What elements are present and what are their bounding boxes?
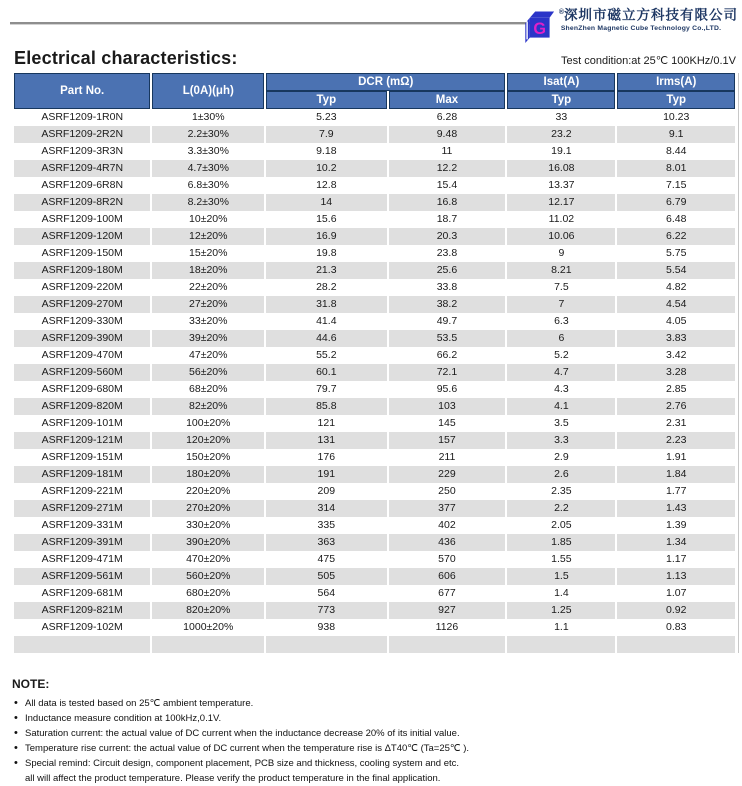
value-cell: 23.2 (507, 126, 615, 143)
value-cell: 0.83 (617, 619, 735, 636)
value-cell: 95.6 (389, 381, 506, 398)
note-item: • All data is tested based on 25℃ ambient temperature. (12, 696, 742, 711)
table-row (14, 109, 735, 126)
value-cell: 79.7 (266, 381, 386, 398)
page-title: Electrical characteristics: (14, 48, 238, 68)
title-row (0, 46, 742, 73)
part-no-cell: ASRF1209-821M (14, 602, 150, 619)
value-cell: 28.2 (266, 279, 386, 296)
value-cell: 270±20% (152, 500, 264, 517)
subcol-header-isat-typ: Typ (507, 91, 615, 109)
col-header-isat: Isat(A) (507, 73, 615, 91)
table-row (14, 432, 735, 449)
value-cell: 55.2 (266, 347, 386, 364)
value-cell: 1.4 (507, 585, 615, 602)
value-cell: 2.6 (507, 466, 615, 483)
value-cell: 38.2 (389, 296, 506, 313)
part-no-cell: ASRF1209-391M (14, 534, 150, 551)
value-cell: 6.28 (389, 109, 506, 126)
spec-table-body (14, 109, 735, 653)
value-cell: 1±30% (152, 109, 264, 126)
table-row (14, 211, 735, 228)
company-name-en: ShenZhen Magnetic Cube Technology Co.,LTD. (560, 24, 722, 32)
value-cell: 27±20% (152, 296, 264, 313)
spec-table-head (14, 73, 735, 109)
value-cell: 100±20% (152, 415, 264, 432)
value-cell: 103 (389, 398, 506, 415)
col-header-part-no: Part No. (14, 73, 150, 109)
value-cell: 1.39 (617, 517, 735, 534)
value-cell: 120±20% (152, 432, 264, 449)
value-cell: 131 (266, 432, 386, 449)
value-cell: 1.91 (617, 449, 735, 466)
table-row (14, 126, 735, 143)
value-cell: 4.3 (507, 381, 615, 398)
value-cell: 5.23 (266, 109, 386, 126)
subcol-header-dcr-max: Max (389, 91, 506, 109)
table-row (14, 228, 735, 245)
value-cell: 33±20% (152, 313, 264, 330)
value-cell: 938 (266, 619, 386, 636)
part-no-cell: ASRF1209-102M (14, 619, 150, 636)
value-cell: 1.13 (617, 568, 735, 585)
table-row (14, 568, 735, 585)
part-no-cell: ASRF1209-560M (14, 364, 150, 381)
table-row (14, 449, 735, 466)
value-cell: 14 (266, 194, 386, 211)
registered-mark: ® (558, 9, 564, 16)
table-row (14, 517, 735, 534)
part-no-cell: ASRF1209-1R0N (14, 109, 150, 126)
value-cell: 4.54 (617, 296, 735, 313)
value-cell: 9.18 (266, 143, 386, 160)
value-cell: 15.6 (266, 211, 386, 228)
test-condition: Test condition:at 25℃ 100KHz/0.1V (560, 55, 736, 67)
value-cell: 680±20% (152, 585, 264, 602)
value-cell: 1.34 (617, 534, 735, 551)
value-cell: 2.76 (617, 398, 735, 415)
value-cell: 10.2 (266, 160, 386, 177)
value-cell: 3.83 (617, 330, 735, 347)
value-cell: 1126 (389, 619, 506, 636)
value-cell: 377 (389, 500, 506, 517)
value-cell: 82±20% (152, 398, 264, 415)
value-cell: 314 (266, 500, 386, 517)
part-no-cell: ASRF1209-3R3N (14, 143, 150, 160)
table-row (14, 619, 735, 636)
value-cell: 191 (266, 466, 386, 483)
table-row (14, 330, 735, 347)
value-cell: 44.6 (266, 330, 386, 347)
value-cell: 560±20% (152, 568, 264, 585)
value-cell: 2.2 (507, 500, 615, 517)
value-cell: 12±20% (152, 228, 264, 245)
table-row (14, 551, 735, 568)
value-cell: 15.4 (389, 177, 506, 194)
part-no-cell: ASRF1209-121M (14, 432, 150, 449)
value-cell: 33 (507, 109, 615, 126)
value-cell: 250 (389, 483, 506, 500)
value-cell: 7.5 (507, 279, 615, 296)
value-cell: 773 (266, 602, 386, 619)
value-cell: 68±20% (152, 381, 264, 398)
value-cell: 7 (507, 296, 615, 313)
part-no-cell: ASRF1209-120M (14, 228, 150, 245)
value-cell: 4.7±30% (152, 160, 264, 177)
value-cell: 9.1 (617, 126, 735, 143)
value-cell: 1.17 (617, 551, 735, 568)
value-cell: 39±20% (152, 330, 264, 347)
value-cell: 20.3 (389, 228, 506, 245)
value-cell: 7.15 (617, 177, 735, 194)
value-cell: 145 (389, 415, 506, 432)
table-row (14, 585, 735, 602)
value-cell: 390±20% (152, 534, 264, 551)
svg-text:G: G (533, 20, 546, 38)
value-cell: 4.05 (617, 313, 735, 330)
value-cell: 6 (507, 330, 615, 347)
value-cell: 31.8 (266, 296, 386, 313)
part-no-cell: ASRF1209-221M (14, 483, 150, 500)
value-cell: 53.5 (389, 330, 506, 347)
table-row (14, 296, 735, 313)
value-cell: 7.9 (266, 126, 386, 143)
value-cell (266, 636, 386, 653)
value-cell: 2.05 (507, 517, 615, 534)
value-cell: 0.92 (617, 602, 735, 619)
value-cell: 1.84 (617, 466, 735, 483)
value-cell: 1.77 (617, 483, 735, 500)
value-cell: 9 (507, 245, 615, 262)
value-cell: 12.8 (266, 177, 386, 194)
part-no-cell: ASRF1209-4R7N (14, 160, 150, 177)
note-list (12, 696, 742, 771)
part-no-cell: ASRF1209-151M (14, 449, 150, 466)
value-cell: 1.85 (507, 534, 615, 551)
value-cell: 2.9 (507, 449, 615, 466)
value-cell: 72.1 (389, 364, 506, 381)
table-row (14, 500, 735, 517)
part-no-cell: ASRF1209-271M (14, 500, 150, 517)
value-cell: 475 (266, 551, 386, 568)
value-cell: 47±20% (152, 347, 264, 364)
value-cell: 1.55 (507, 551, 615, 568)
part-no-cell: ASRF1209-680M (14, 381, 150, 398)
part-no-cell: ASRF1209-681M (14, 585, 150, 602)
value-cell: 33.8 (389, 279, 506, 296)
value-cell: 3.5 (507, 415, 615, 432)
part-no-cell (14, 636, 150, 653)
value-cell: 180±20% (152, 466, 264, 483)
value-cell: 4.82 (617, 279, 735, 296)
value-cell: 66.2 (389, 347, 506, 364)
value-cell: 211 (389, 449, 506, 466)
value-cell: 1.07 (617, 585, 735, 602)
value-cell: 3.42 (617, 347, 735, 364)
part-no-cell: ASRF1209-270M (14, 296, 150, 313)
value-cell: 1.43 (617, 500, 735, 517)
value-cell: 6.79 (617, 194, 735, 211)
company-logo-cube-icon (519, 6, 555, 44)
value-cell: 1.25 (507, 602, 615, 619)
value-cell: 22±20% (152, 279, 264, 296)
value-cell: 121 (266, 415, 386, 432)
value-cell: 16.08 (507, 160, 615, 177)
company-name-cn: ®深圳市磁立方科技有限公司 (558, 7, 738, 23)
value-cell: 10.23 (617, 109, 735, 126)
table-row (14, 483, 735, 500)
value-cell: 12.17 (507, 194, 615, 211)
subcol-header-irms-typ: Typ (617, 91, 735, 109)
part-no-cell: ASRF1209-8R2N (14, 194, 150, 211)
part-no-cell: ASRF1209-220M (14, 279, 150, 296)
part-no-cell: ASRF1209-390M (14, 330, 150, 347)
value-cell: 606 (389, 568, 506, 585)
value-cell: 56±20% (152, 364, 264, 381)
value-cell (617, 636, 735, 653)
value-cell: 470±20% (152, 551, 264, 568)
value-cell: 220±20% (152, 483, 264, 500)
part-no-cell: ASRF1209-180M (14, 262, 150, 279)
value-cell: 19.1 (507, 143, 615, 160)
note-item: • Temperature rise current: the actual value of DC current when the temperature rise is ΔT40℃ (Ta=25℃ ). (12, 741, 742, 756)
value-cell: 85.8 (266, 398, 386, 415)
note-item: • Inductance measure condition at 100kHz,0.1V. (12, 711, 742, 726)
col-header-dcr: DCR (mΩ) (266, 73, 505, 91)
brand-text (559, 5, 738, 32)
table-row (14, 143, 735, 160)
value-cell: 4.1 (507, 398, 615, 415)
page-header (0, 0, 742, 46)
col-header-irms: Irms(A) (617, 73, 735, 91)
part-no-cell: ASRF1209-181M (14, 466, 150, 483)
value-cell: 1000±20% (152, 619, 264, 636)
table-row (14, 364, 735, 381)
part-no-cell: ASRF1209-561M (14, 568, 150, 585)
part-no-cell: ASRF1209-150M (14, 245, 150, 262)
part-no-cell: ASRF1209-820M (14, 398, 150, 415)
subcol-header-dcr-typ: Typ (266, 91, 386, 109)
value-cell (507, 636, 615, 653)
note-section (12, 677, 742, 786)
value-cell: 2.2±30% (152, 126, 264, 143)
value-cell: 209 (266, 483, 386, 500)
value-cell: 5.75 (617, 245, 735, 262)
note-item: • Special remind: Circuit design, component placement, PCB size and thickness, cooling system and etc. (12, 756, 742, 771)
table-row (14, 466, 735, 483)
value-cell: 927 (389, 602, 506, 619)
table-row (14, 534, 735, 551)
value-cell: 330±20% (152, 517, 264, 534)
value-cell: 402 (389, 517, 506, 534)
part-no-cell: ASRF1209-331M (14, 517, 150, 534)
value-cell: 2.31 (617, 415, 735, 432)
table-row (14, 313, 735, 330)
value-cell: 176 (266, 449, 386, 466)
table-row (14, 347, 735, 364)
value-cell: 60.1 (266, 364, 386, 381)
note-heading: NOTE: (12, 677, 50, 691)
value-cell: 335 (266, 517, 386, 534)
table-row (14, 602, 735, 619)
value-cell: 6.8±30% (152, 177, 264, 194)
value-cell: 820±20% (152, 602, 264, 619)
value-cell: 8.2±30% (152, 194, 264, 211)
value-cell: 1.1 (507, 619, 615, 636)
value-cell: 5.2 (507, 347, 615, 364)
value-cell: 570 (389, 551, 506, 568)
value-cell: 19.8 (266, 245, 386, 262)
value-cell: 4.7 (507, 364, 615, 381)
table-row (14, 245, 735, 262)
table-row (14, 262, 735, 279)
value-cell: 436 (389, 534, 506, 551)
value-cell: 10.06 (507, 228, 615, 245)
brand (519, 5, 738, 44)
table-row (14, 398, 735, 415)
value-cell: 18±20% (152, 262, 264, 279)
value-cell: 2.35 (507, 483, 615, 500)
value-cell: 16.9 (266, 228, 386, 245)
value-cell: 23.8 (389, 245, 506, 262)
value-cell: 21.3 (266, 262, 386, 279)
note-item: • Saturation current: the actual value of DC current when the inductance decrease 20% of its initial value. (12, 726, 742, 741)
table-row (14, 177, 735, 194)
value-cell: 363 (266, 534, 386, 551)
value-cell: 3.3 (507, 432, 615, 449)
value-cell: 677 (389, 585, 506, 602)
value-cell: 25.6 (389, 262, 506, 279)
part-no-cell: ASRF1209-470M (14, 347, 150, 364)
value-cell: 13.37 (507, 177, 615, 194)
value-cell: 18.7 (389, 211, 506, 228)
value-cell: 11 (389, 143, 506, 160)
value-cell: 2.23 (617, 432, 735, 449)
part-no-cell: ASRF1209-471M (14, 551, 150, 568)
table-row (14, 415, 735, 432)
value-cell: 150±20% (152, 449, 264, 466)
value-cell: 1.5 (507, 568, 615, 585)
table-row (14, 381, 735, 398)
value-cell: 10±20% (152, 211, 264, 228)
value-cell: 8.01 (617, 160, 735, 177)
value-cell: 6.48 (617, 211, 735, 228)
value-cell: 41.4 (266, 313, 386, 330)
value-cell: 8.21 (507, 262, 615, 279)
part-no-cell: ASRF1209-6R8N (14, 177, 150, 194)
part-no-cell: ASRF1209-330M (14, 313, 150, 330)
col-header-inductance: L(0A)(μh) (152, 73, 264, 109)
value-cell: 49.7 (389, 313, 506, 330)
part-no-cell: ASRF1209-101M (14, 415, 150, 432)
value-cell: 157 (389, 432, 506, 449)
value-cell: 11.02 (507, 211, 615, 228)
part-no-cell: ASRF1209-100M (14, 211, 150, 228)
value-cell: 12.2 (389, 160, 506, 177)
table-row (14, 279, 735, 296)
value-cell: 505 (266, 568, 386, 585)
table-row-empty (14, 636, 735, 653)
value-cell: 16.8 (389, 194, 506, 211)
value-cell (152, 636, 264, 653)
table-row (14, 160, 735, 177)
header-divider (10, 22, 546, 25)
value-cell: 5.54 (617, 262, 735, 279)
value-cell: 3.28 (617, 364, 735, 381)
value-cell: 564 (266, 585, 386, 602)
value-cell: 2.85 (617, 381, 735, 398)
part-no-cell: ASRF1209-2R2N (14, 126, 150, 143)
spec-table (12, 73, 737, 653)
value-cell: 15±20% (152, 245, 264, 262)
value-cell: 6.3 (507, 313, 615, 330)
value-cell: 229 (389, 466, 506, 483)
value-cell (389, 636, 506, 653)
value-cell: 9.48 (389, 126, 506, 143)
note-continuation: all will affect the product temperature. Please verify the product temperature in the final application. (25, 773, 441, 784)
spec-table-wrap (0, 73, 742, 653)
table-row (14, 194, 735, 211)
value-cell: 6.22 (617, 228, 735, 245)
value-cell: 3.3±30% (152, 143, 264, 160)
value-cell: 8.44 (617, 143, 735, 160)
